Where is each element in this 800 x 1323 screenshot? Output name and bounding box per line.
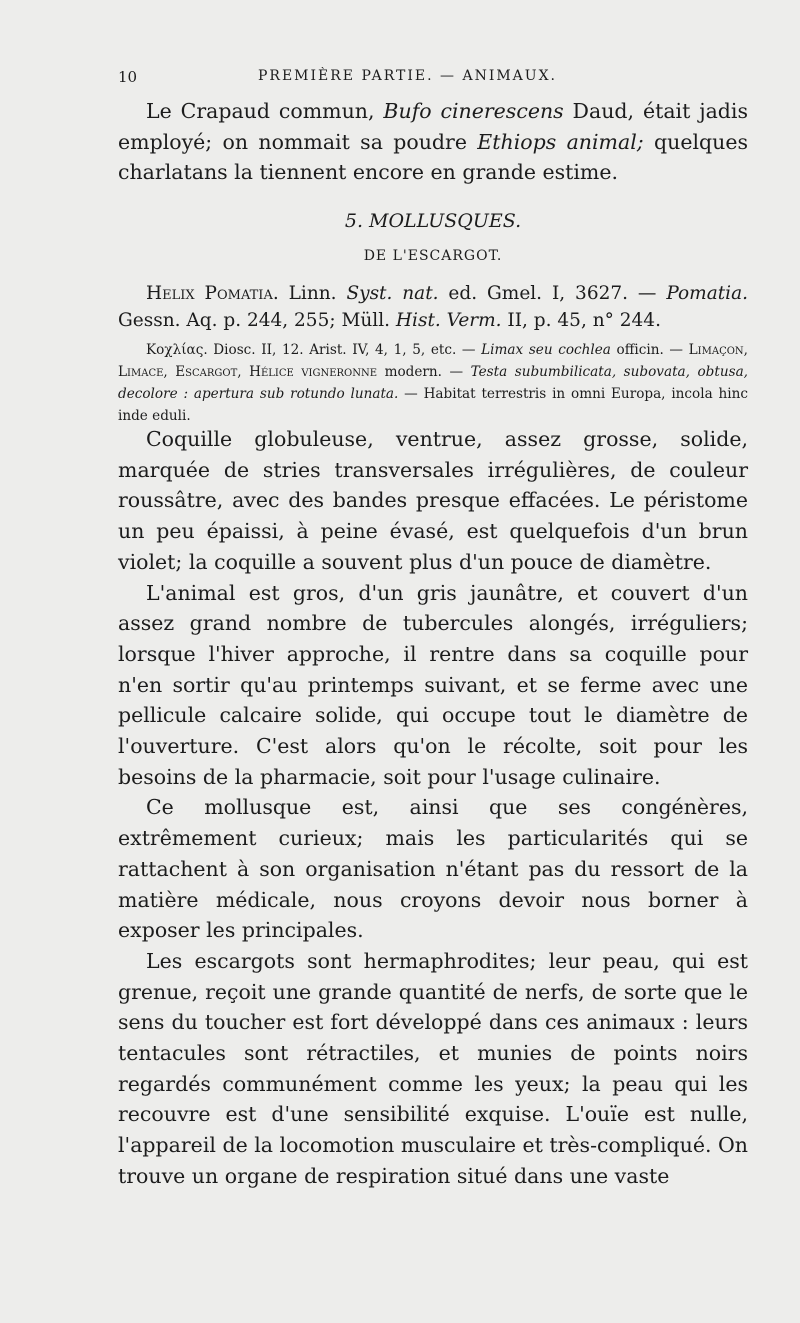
intro-text-run: Daud, était jadis employé; on nommait sa poudre <box>118 99 749 154</box>
body-paragraph: L'animal est gros, d'un gris jaunâtre, et couvert d'un assez grand nombre de tubercules alongés, irréguliers; lorsque l'hiver approche, il rentre dans sa coquille pour n'en sortir qu'au printemps suivant, et se ferme avec une pellicule calcaire solide, qui occupe tout le diamètre de l'ouverture. C'est alors qu'on le récolte, soit pour les besoins de la pharmacie, soit pour l'usage culinaire. <box>118 580 748 789</box>
common-names: Limaçon, Limace, Escargot, Hélice vigneronne <box>118 342 748 380</box>
running-title: PREMIÈRE PARTIE. — ANIMAUX. <box>258 68 558 84</box>
synonymy-run-italic: Syst. nat. <box>346 283 439 304</box>
body-paragraph: Ce mollusque est, ainsi que ses congénères, extrêmement curieux; mais les particularités qui se rattachent à son organisation n'étant pas du ressort de la matière médicale, nous croyons devoir nous borner à exposer les principales. <box>118 795 748 943</box>
notes-run: officin. — <box>610 342 689 358</box>
page-number: 10 <box>118 68 138 86</box>
body-paragraph: Coquille globuleuse, ventrue, assez grosse, solide, marquée de stries transversales irrégulières, de couleur roussâtre, avec des bandes presque effacées. Le péristome un peu épaissi, à peine évasé, est quelquefois d'un brun violet; la coquille a souvent plus d'un pouce de diamètre. <box>118 427 748 574</box>
synonymy-block <box>118 280 748 334</box>
section-title: 5. MOLLUSQUES. <box>344 210 522 232</box>
synonymy-run: Linn. <box>278 283 347 304</box>
species-name: Bufo cinerescens <box>383 99 564 123</box>
synonymy-text <box>118 280 748 334</box>
body-paragraph: Les escargots sont hermaphrodites; leur peau, qui est grenue, reçoit une grande quantité de nerfs, de sorte que le sens du toucher est fort développé dans ces animaux : leurs tentacules sont rétractiles, et munies de points noirs regardés communément comme les yeux; la peau qui les recouvre est d'une sensibilité exquise. L'ouïe est nulle, l'appareil de la locomotion musculaire et très-compliqué. On trouve un organe de respiration situé dans une vaste <box>118 948 748 1188</box>
main-text <box>118 424 748 1192</box>
intro-text <box>118 96 748 188</box>
synonymy-run: II, p. 45, n° 244. <box>501 310 661 331</box>
drug-name: Ethiops animal; <box>477 129 644 154</box>
taxon-name: Helix Pomatia. <box>146 283 279 304</box>
running-head <box>118 66 748 90</box>
notes-text <box>118 339 748 427</box>
synonymy-run: Gessn. Aq. p. 244, 255; Müll. <box>118 310 396 331</box>
section-subtitle: DE L'ESCARGOT. <box>363 248 503 264</box>
synonymy-run-italic: Hist. Verm. <box>395 310 502 331</box>
intro-paragraph <box>118 96 748 188</box>
intro-text-run: Le Crapaud commun, <box>146 99 384 123</box>
notes-block <box>118 339 748 427</box>
notes-run-italic: Limax seu cochlea <box>481 342 611 358</box>
synonymy-run-italic: Pomatia. <box>666 283 748 304</box>
synonymy-run: ed. Gmel. I, 3627. — <box>438 283 667 304</box>
notes-run-italic: Testa subumbilicata, subovata, obtusa, decolore : apertura sub rotundo lunata. <box>118 364 748 402</box>
notes-run: — Habitat terrestris in omni Europa, incola hinc inde eduli. <box>118 386 748 424</box>
intro-text-run: quelques charlatans la tiennent encore en grande estime. <box>118 129 749 184</box>
notes-run: modern. — <box>377 364 471 380</box>
notes-run: Κοχλίας. Diosc. II, 12. Arist. IV, 4, 1, 5, etc. — <box>146 342 482 358</box>
